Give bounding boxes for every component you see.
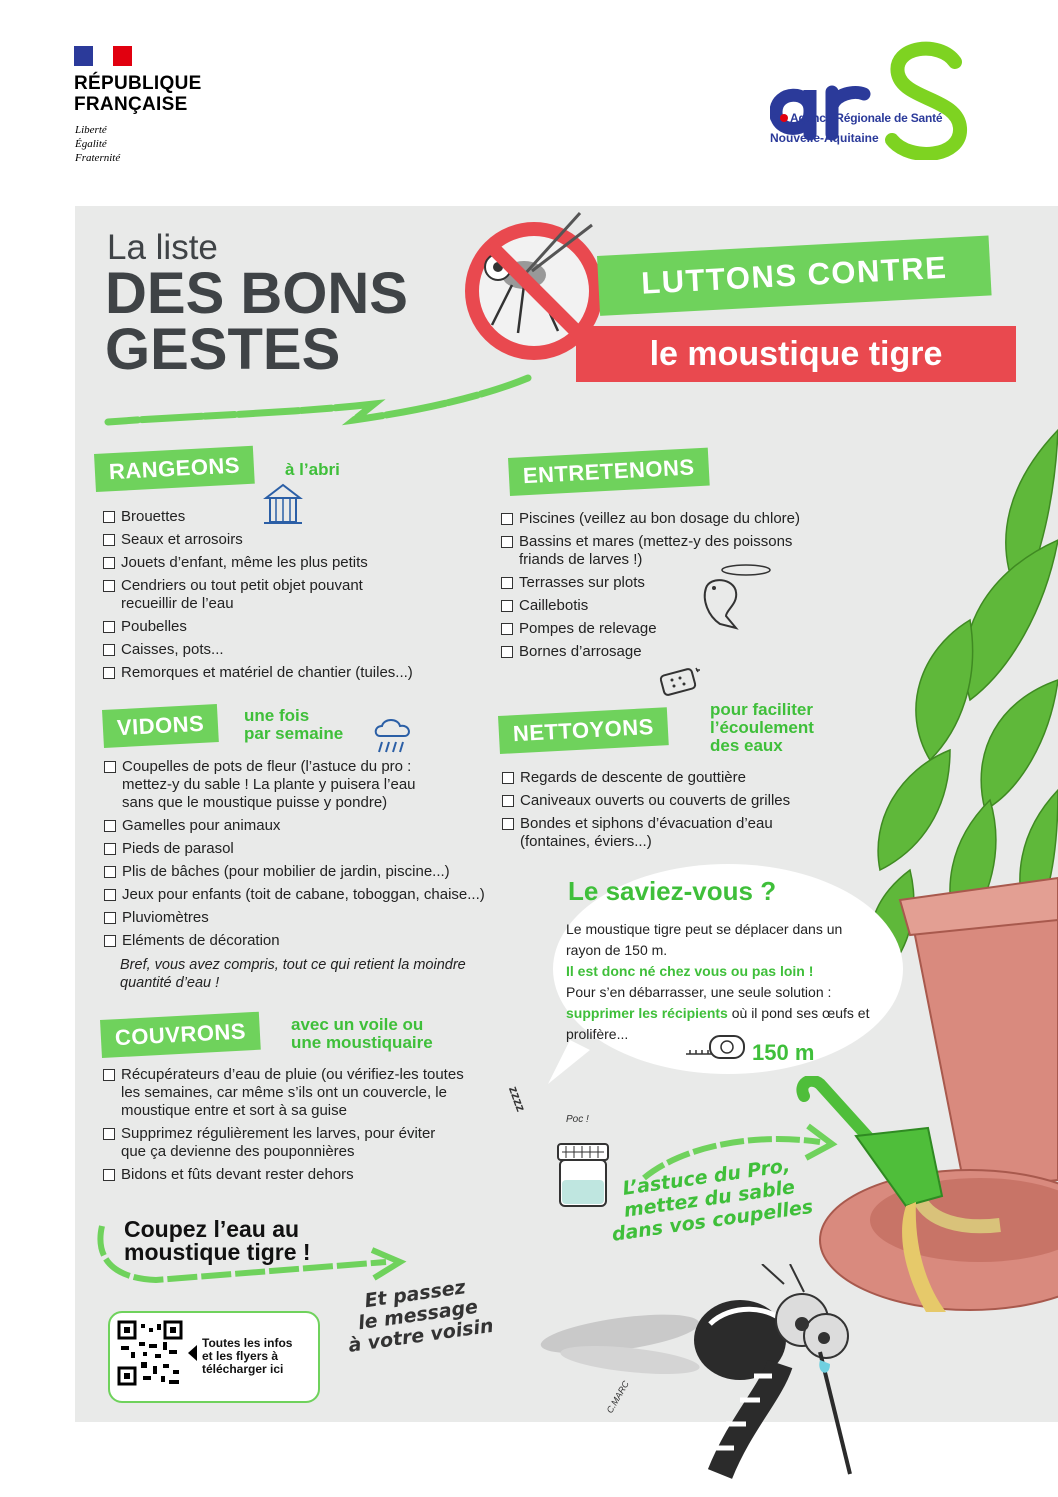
- list-item: Coupelles de pots de fleur (l’astuce du pro : mettez-y du sable ! La plante y puisera l’eau sans que le moustique puisse y pondre): [104, 758, 514, 812]
- rain-cloud-icon: [372, 716, 416, 756]
- list-item: Plis de bâches (pour mobilier de jardin, piscine...): [104, 863, 514, 881]
- list-item: Bondes et siphons d’évacuation d’eau (fontaines, éviers...): [502, 815, 832, 851]
- ars-agency-name: Agence Régionale de Santé: [790, 111, 943, 125]
- list-item: Regards de descente de gouttière: [502, 769, 832, 787]
- qr-info-text: Toutes les infos et les flyers à télécharger ici: [202, 1336, 293, 1376]
- section-tag-nettoyons: NETTOYONS: [498, 707, 669, 754]
- list-item: Caisses, pots...: [103, 641, 503, 659]
- section-tag-vidons: VIDONS: [102, 704, 219, 748]
- list-item: Bornes d’arrosage: [501, 643, 831, 661]
- green-brush-stroke: [104, 374, 534, 434]
- banner-moustique-tigre: le moustique tigre: [576, 326, 1016, 382]
- list-item: Cendriers ou tout petit objet pouvant recueillir de l’eau: [103, 577, 503, 613]
- list-item: Caniveaux ouverts ou couverts de grilles: [502, 792, 832, 810]
- fish-icon: [696, 558, 776, 634]
- republique-motto: Liberté Égalité Fraternité: [75, 124, 121, 164]
- list-item: Piscines (veillez au bon dosage du chlore): [501, 510, 831, 528]
- section-subtitle-rangeons: à l’abri: [285, 460, 340, 479]
- republique-francaise-name: RÉPUBLIQUE FRANÇAISE: [74, 73, 202, 115]
- list-item: Bidons et fûts devant rester dehors: [103, 1166, 513, 1184]
- section-subtitle-nettoyons: pour faciliter l’écoulement des eaux: [710, 700, 814, 755]
- section-tag-entretenons: ENTRETENONS: [508, 448, 709, 496]
- list-item: Pompes de relevage: [501, 620, 831, 638]
- banner-luttons-contre: LUTTONS CONTRE: [597, 235, 992, 315]
- message-text: Et passez le message à votre voisin: [347, 1276, 495, 1357]
- saviez-line3: Pour s’en débarrasser, une seule solution :: [566, 984, 832, 1000]
- sponge-icon: [656, 664, 702, 700]
- list-rangeons: [103, 508, 503, 687]
- list-item: Jouets d’enfant, même les plus petits: [103, 554, 503, 572]
- distance-label: 150 m: [752, 1040, 815, 1065]
- astuce-text: L’astuce du Pro, mettez du sable dans vos coupelles: [610, 1154, 815, 1246]
- list-item: Brouettes: [103, 508, 503, 526]
- list-item: Bassins et mares (mettez-y des poissons friands de larves !): [501, 533, 831, 569]
- saviez-line2: Il est donc né chez vous ou pas loin !: [566, 963, 814, 979]
- section-subtitle-vidons: une fois par semaine: [244, 706, 344, 743]
- list-item: Remorques et matériel de chantier (tuiles...): [103, 664, 503, 682]
- title-small: La liste: [107, 228, 218, 267]
- tape-measure-icon: [686, 1032, 748, 1062]
- illustrator-signature: C.MARC: [604, 1379, 631, 1415]
- left-arrow-icon: [187, 1344, 199, 1362]
- list-item: Récupérateurs d’eau de pluie (ou vérifiez-les toutes les semaines, car même s’ils ont un couvercle, le moustique entre et sort à sa guise: [103, 1066, 513, 1120]
- slogan-text: Coupez l’eau au moustique tigre !: [124, 1216, 311, 1265]
- list-item: Pieds de parasol: [104, 840, 514, 858]
- ars-dots-icon: [770, 113, 790, 123]
- list-item: Eléments de décoration: [104, 932, 514, 950]
- list-item: Caillebotis: [501, 597, 831, 615]
- saviez-line4-rest: où il pond ses œufs et prolifère...: [566, 1005, 870, 1042]
- vidons-note: Bref, vous avez compris, tout ce qui retient la moindre quantité d’eau !: [120, 957, 466, 991]
- section-subtitle-couvrons: avec un voile ou une moustiquaire: [291, 1015, 433, 1052]
- list-item: Poubelles: [103, 618, 503, 636]
- tiger-mosquito-illustration: [540, 1264, 860, 1497]
- saviez-line4-highlight: supprimer les récipients: [566, 1005, 728, 1021]
- list-item: Seaux et arrosoirs: [103, 531, 503, 549]
- zzz-text: zzzz: [505, 1084, 529, 1114]
- list-item: Gamelles pour animaux: [104, 817, 514, 835]
- french-flag-logo: [74, 46, 132, 66]
- jar-icon: [552, 1140, 614, 1210]
- ars-region-name: Nouvelle-Aquitaine: [770, 131, 879, 145]
- list-item: Pluviomètres: [104, 909, 514, 927]
- list-item: Supprimez régulièrement les larves, pour éviter que ça devienne des pouponnières: [103, 1125, 513, 1161]
- list-item: Terrasses sur plots: [501, 574, 831, 592]
- saviez-line1: Le moustique tigre peut se déplacer dans un rayon de 150 m.: [566, 921, 843, 958]
- list-couvrons: [103, 1066, 513, 1189]
- speech-bubble-tail: [540, 1040, 600, 1090]
- saviez-vous-text: [566, 919, 871, 1045]
- qr-code[interactable]: [117, 1320, 183, 1386]
- list-vidons: [104, 758, 514, 955]
- saviez-vous-title: Le saviez-vous ?: [568, 876, 777, 906]
- title-big: DES BONS GESTES: [105, 261, 408, 382]
- poc-text: Poc !: [566, 1114, 589, 1125]
- section-tag-rangeons: RANGEONS: [94, 446, 255, 492]
- section-tag-couvrons: COUVRONS: [100, 1012, 261, 1058]
- list-item: Jeux pour enfants (toit de cabane, toboggan, chaise...): [104, 886, 514, 904]
